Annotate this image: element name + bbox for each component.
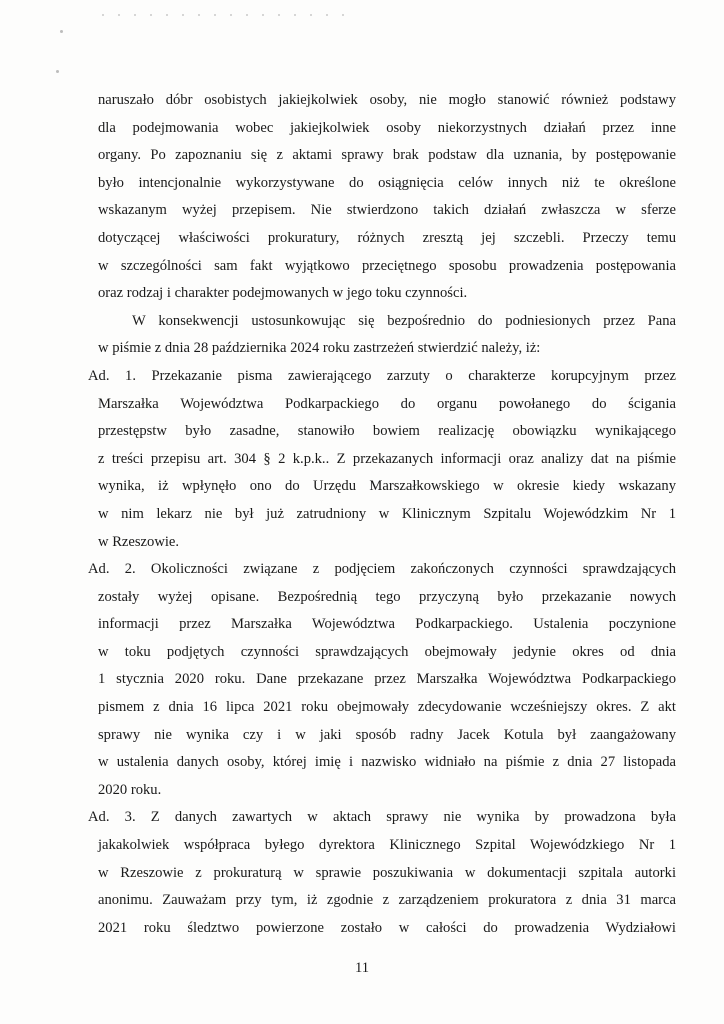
text-line: jakakolwiek współpraca byłego dyrektora Klinicznego Szpital Wojewódzkiego Nr 1 [98,837,676,854]
text-line: w Rzeszowie z prokuraturą w sprawie poszukiwania w dokumentacji szpitala autorki [98,864,676,881]
scan-artifact [60,30,63,33]
text-line: przestępstw było zasadne, stanowiło bowiem realizację obowiązku wynikającego [98,423,676,440]
text-line: organy. Po zapoznaniu się z aktami sprawy brak podstaw dla uznania, by postępowanie [98,147,676,164]
text-line: w ustalenia danych osoby, której imię i nazwisko widniało na piśmie z dnia 27 listopada [98,754,676,771]
text-line: anonimu. Zauważam przy tym, iż zgodnie z zarządzeniem prokuratora z dnia 31 marca [98,892,676,909]
text-line: pismem z dnia 16 lipca 2021 roku obejmowały zdecydowanie wcześniejszy okres. Z akt [98,699,676,716]
text-line: w toku podjętych czynności sprawdzających obejmowały jedynie okres od dnia [98,643,676,660]
text-line: 2020 roku. [98,781,162,798]
text-line: W konsekwencji ustosunkowując się bezpośrednio do podniesionych przez Pana [132,312,676,329]
text-line: 1 stycznia 2020 roku. Dane przekazane przez Marszałka Województwa Podkarpackiego [98,671,676,688]
text-line: w Rzeszowie. [98,533,180,550]
text-line: Ad. 2. Okoliczności związane z podjęciem zakończonych czynności sprawdzających [88,561,676,578]
text-line: w szczególności sam fakt wyjątkowo przeciętnego sposobu prowadzenia postępowania [98,257,676,274]
text-line: w nim lekarz nie był już zatrudniony w Klinicznym Szpitalu Wojewódzkim Nr 1 [98,505,676,522]
page-number: 11 [354,960,370,976]
text-line: oraz rodzaj i charakter podejmowanych w jego toku czynności. [98,285,468,302]
scan-artifact [95,12,355,18]
text-line: wynika, iż wpłynęło ono do Urzędu Marszałkowskiego w okresie kiedy wskazany [98,478,676,495]
text-line: dotyczącej właściwości prokuratury, różnych zresztą jej szczebli. Przeczy temu [98,229,676,246]
document-body [88,87,676,942]
text-line: Ad. 1. Przekazanie pisma zawierającego zarzuty o charakterze korupcyjnym przez [88,367,676,384]
text-line: informacji przez Marszałka Województwa Podkarpackiego. Ustalenia poczynione [98,616,676,633]
text-line: z treści przepisu art. 304 § 2 k.p.k.. Z przekazanych informacji oraz analizy dat na piśmie [98,450,676,467]
text-line: Marszałka Województwa Podkarpackiego do organu powołanego do ścigania [98,395,676,412]
text-line: naruszało dóbr osobistych jakiejkolwiek osoby, nie mogło stanowić również podstawy [98,92,676,108]
text-line: wskazanym wyżej przepisem. Nie stwierdzono takich działań zwłaszcza w sferze [98,202,676,219]
text-line: w piśmie z dnia 28 października 2024 roku zastrzeżeń stwierdzić należy, iż: [98,340,541,357]
text-line: było intencjonalnie wykorzystywane do osiągnięcia celów innych niż te określone [98,174,676,191]
scan-artifact [56,70,59,73]
text-line: Ad. 3. Z danych zawartych w aktach sprawy nie wynika by prowadzona była [88,809,676,826]
text-line: sprawy nie wynika czy i w jaki sposób radny Jacek Kotula był zaangażowany [98,726,676,743]
text-line: zostały wyżej opisane. Bezpośrednią tego przyczyną było przekazanie nowych [98,588,676,605]
text-line: dla podejmowania wobec jakiejkolwiek osoby niekorzystnych działań przez inne [98,119,676,136]
text-line: 2021 roku śledztwo powierzone zostało w całości do prowadzenia Wydziałowi [98,919,676,936]
